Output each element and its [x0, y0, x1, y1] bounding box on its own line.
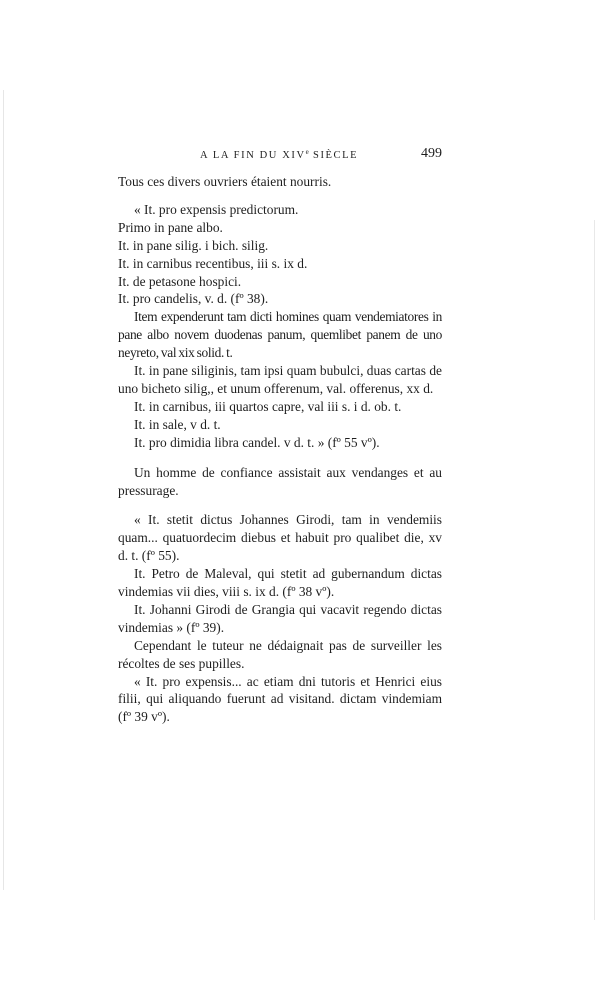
paragraph: It. de petasone hospici.: [118, 273, 242, 289]
page-number: 499: [421, 146, 442, 161]
paragraph: It. in pane siliginis, tam ipsi quam bubulci, duas cartas de uno bicheto silig,, et unum offerenum, val. offerenus, xx d.: [118, 363, 442, 396]
paragraph: Primo in pane albo.: [118, 219, 223, 235]
paragraph: It. Johanni Girodi de Grangia qui vacavit regendo dictas vindemias » (fº 39).: [118, 601, 442, 635]
paragraph: « It. stetit dictus Johannes Girodi, tam in vendemiis quam... quatuordecim diebus et habuit pro qualibet die, xv d. t. (fº 55).: [118, 512, 442, 564]
paragraph: Tous ces divers ouvriers étaient nourris.: [118, 174, 332, 189]
paragraph: It. in carnibus, iii quartos capre, val iii s. i d. ob. t.: [134, 398, 402, 414]
paragraph: It. Petro de Maleval, qui stetit ad gubernandum dictas vindemias vii dies, viii s. ix d. (fº 38 vº).: [118, 566, 442, 600]
paragraph: Un homme de confiance assistait aux vendanges et au pressurage.: [118, 464, 442, 498]
paragraph: It. pro dimidia libra candel. v d. t. » (fº 55 vº).: [134, 434, 380, 450]
paragraph: Item expenderunt tam dicti homines quam vendemiatores in pane albo novem duodenas panum, quemlibet panem de uno neyreto, val xix solid. t.: [118, 309, 442, 361]
paragraph: Cependant le tuteur ne dédaignait pas de surveiller les récoltes de ses pupilles.: [118, 637, 442, 671]
paragraph: « It. pro expensis predictorum.: [134, 201, 299, 217]
paragraph: It. in pane silig. i bich. silig.: [118, 237, 269, 253]
scan-edge-right: [594, 220, 595, 920]
running-title: A LA FIN DU XIVe SIÈCLE: [200, 148, 359, 161]
running-title-superscript: e: [305, 148, 309, 156]
paragraph: It. in carnibus recentibus, iii s. ix d.: [118, 255, 308, 271]
body-text: [118, 173, 442, 726]
paragraph: It. pro candelis, v. d. (fº 38).: [118, 291, 269, 307]
page-header: [118, 146, 442, 166]
paragraph: It. in sale, v d. t.: [134, 416, 221, 432]
scan-edge-left: [3, 90, 4, 890]
paragraph: « It. pro expensis... ac etiam dni tutoris et Henrici eius filii, qui aliquando fuerunt ad visitand. dictam vindemiam (fº 39 vº).: [118, 673, 442, 725]
